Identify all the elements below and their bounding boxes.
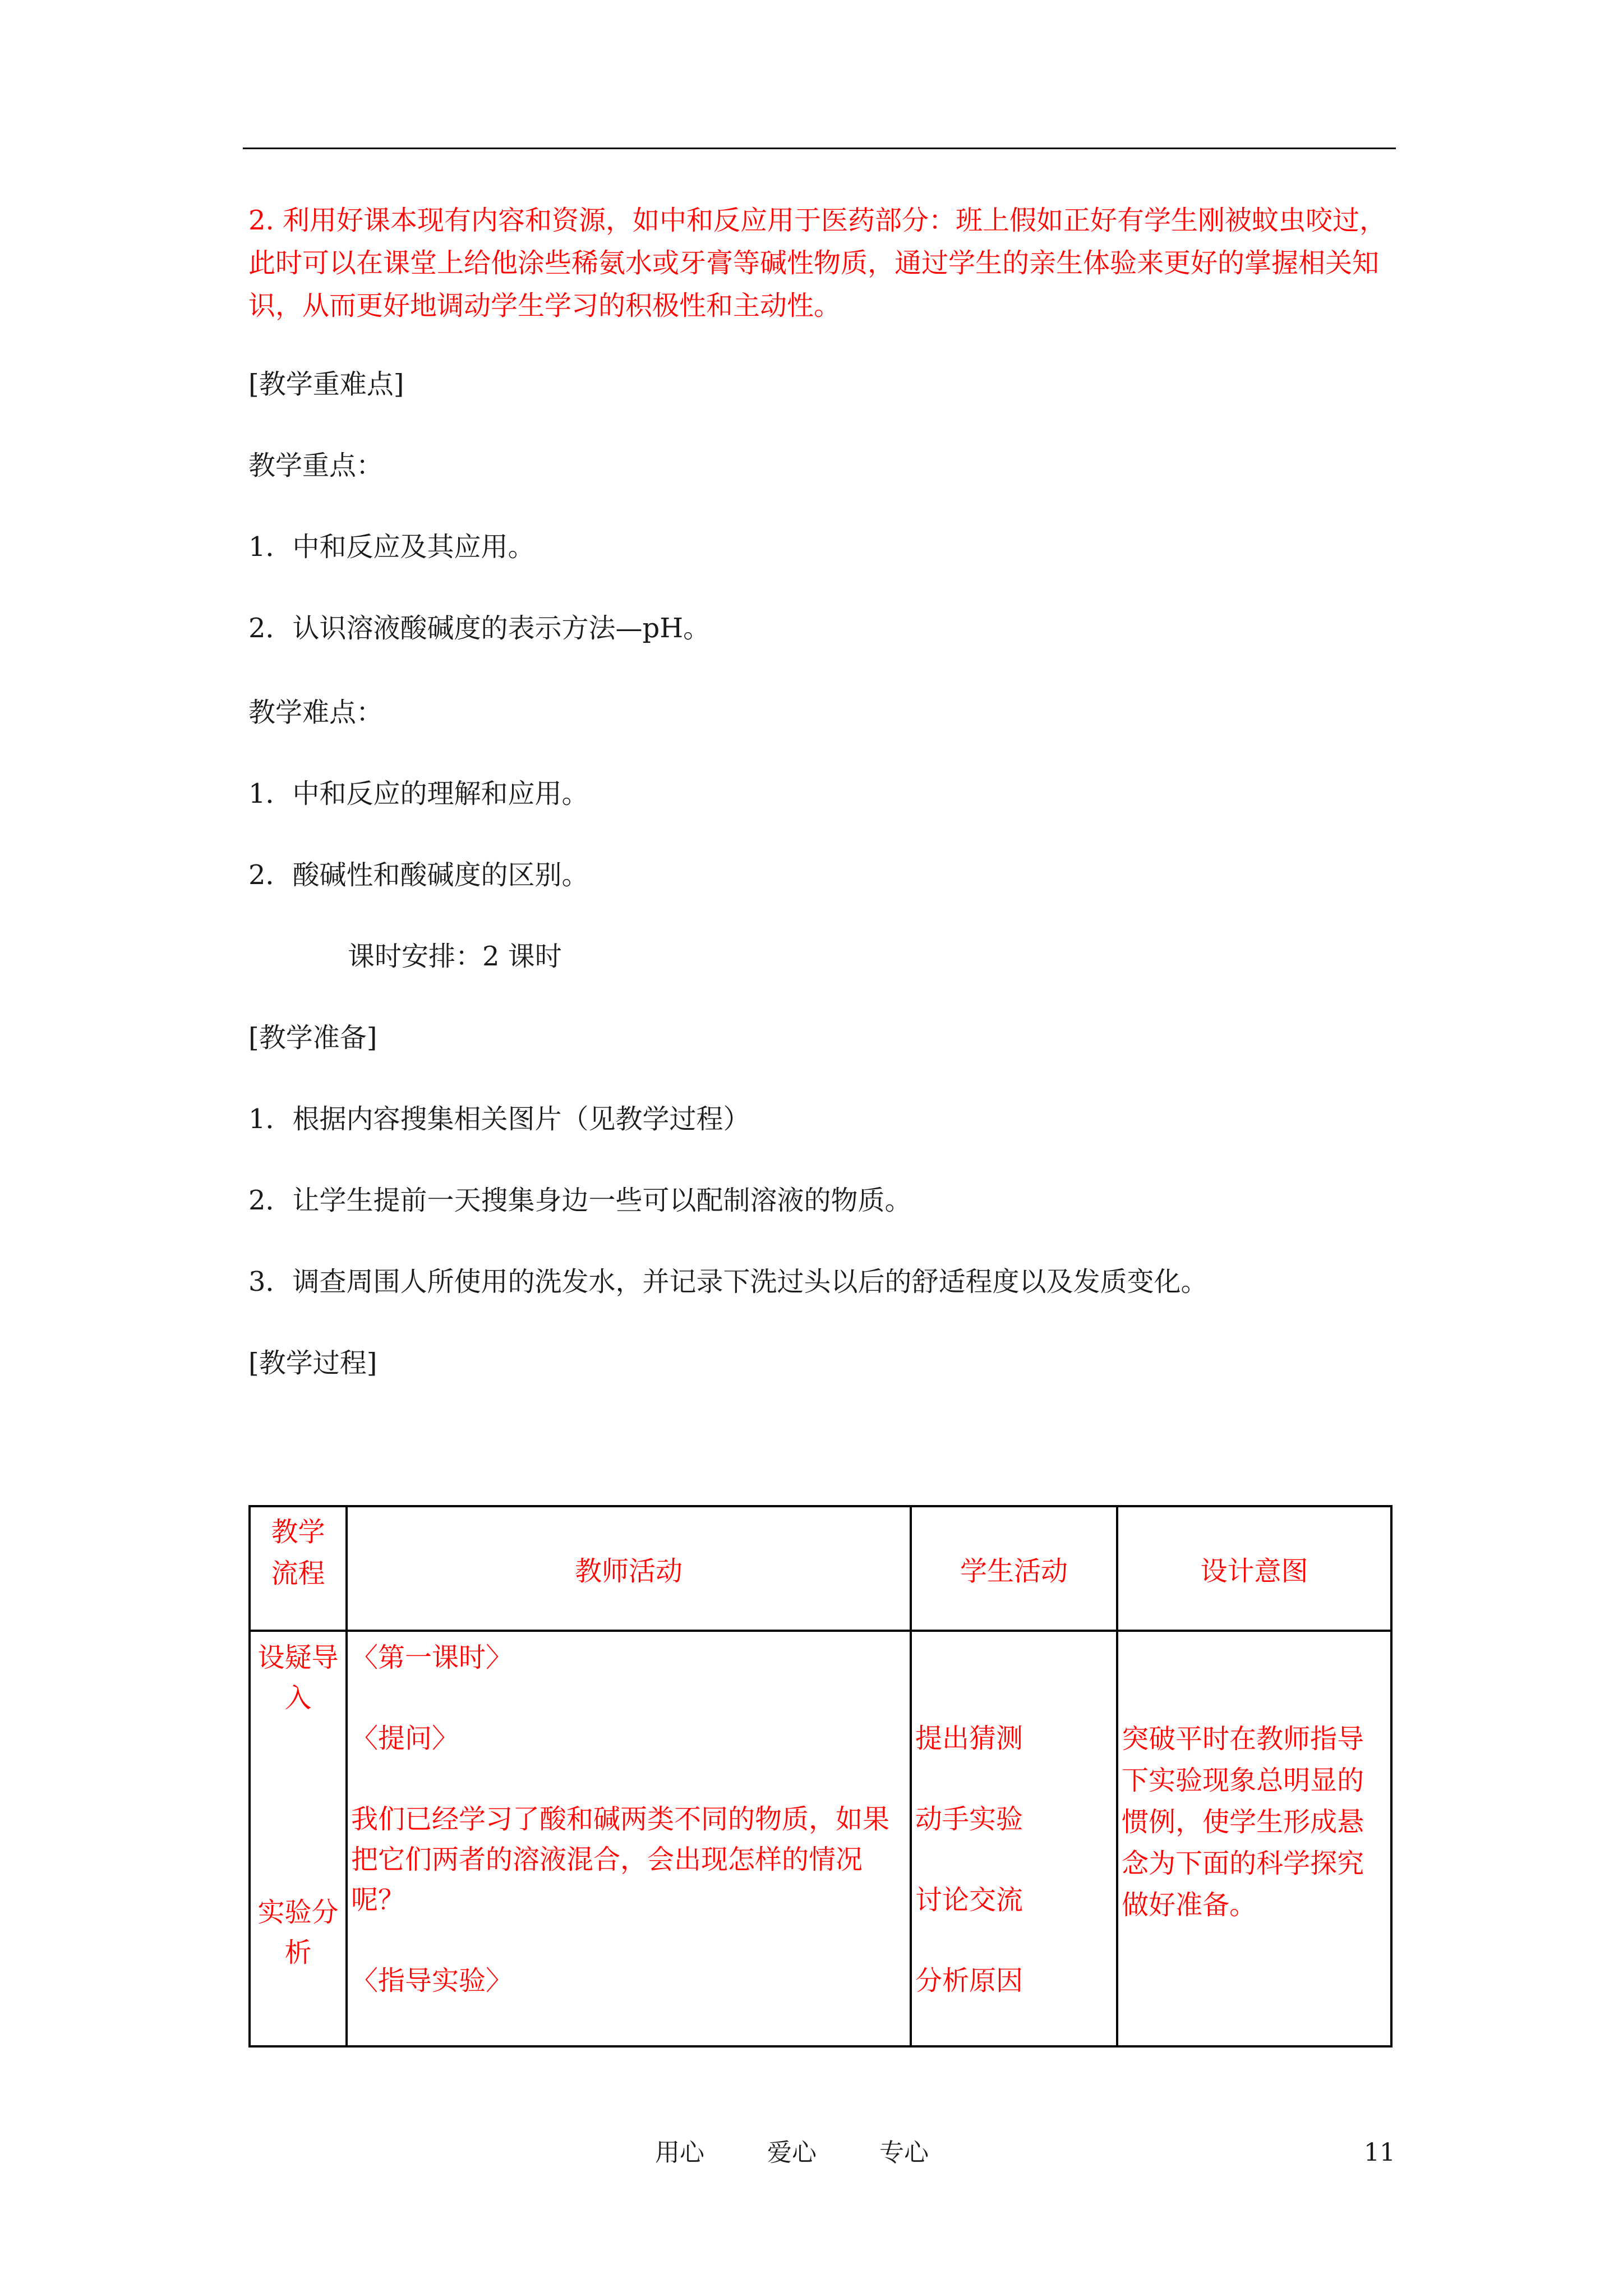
header-rule: [243, 148, 1396, 149]
flow-step-1: 设疑导入: [257, 1642, 339, 1714]
teacher-line-4: 〈指导实验〉: [351, 1965, 513, 1996]
table-header-row: [250, 1506, 1391, 1631]
teacher-line-2: 〈提问〉: [351, 1723, 459, 1754]
schedule: 课时安排：2 课时: [348, 941, 562, 972]
student-cell: [911, 1631, 1117, 2046]
process-table: [248, 1505, 1393, 2047]
footer-motto-1: 用心: [655, 2138, 704, 2167]
teacher-line-1: 〈第一课时〉: [351, 1642, 513, 1673]
header-teacher: 教师活动: [347, 1506, 911, 1631]
header-flow: [250, 1506, 347, 1631]
difficult-1: 1．中和反应的理解和应用。: [248, 778, 589, 809]
footer-motto-2: 爱心: [767, 2138, 817, 2167]
header-flow-line1: 教学: [271, 1516, 325, 1548]
header-intent: 设计意图: [1117, 1506, 1391, 1631]
flow-cell: [250, 1631, 347, 2046]
prep-item-2: 2．让学生提前一天搜集身边一些可以配制溶液的物质。: [248, 1185, 912, 1216]
difficult-label: 教学难点：: [248, 697, 384, 728]
page-number: 11: [1364, 2138, 1395, 2167]
key-point-1: 1．中和反应及其应用。: [248, 531, 535, 563]
difficult-2: 2．酸碱性和酸碱度的区别。: [248, 859, 589, 891]
header-flow-line2: 流程: [271, 1558, 325, 1589]
prep-heading: [教学准备]: [248, 1022, 377, 1053]
process-heading: [教学过程]: [248, 1347, 377, 1379]
intent-cell: [1117, 1631, 1391, 2046]
prep-item-1: 1．根据内容搜集相关图片（见教学过程）: [248, 1103, 750, 1135]
teacher-cell: [347, 1631, 911, 2046]
student-line-3: 讨论交流: [915, 1884, 1023, 1916]
teacher-line-3: 我们已经学习了酸和碱两类不同的物质，如果把它们两者的溶液混合，会出现怎样的情况呢？: [351, 1803, 890, 1916]
key-difficult-heading: [教学重难点]: [248, 369, 404, 400]
footer-motto-3: 专心: [879, 2138, 929, 2167]
prep-item-3: 3．调查周围人所使用的洗发水，并记录下洗过头以后的舒适程度以及发质变化。: [248, 1266, 1208, 1297]
header-student: 学生活动: [911, 1506, 1117, 1631]
table-row: [250, 1631, 1391, 2046]
student-line-1: 提出猜测: [915, 1723, 1023, 1754]
key-points-label: 教学重点：: [248, 450, 384, 481]
flow-step-2: 实验分析: [257, 1897, 339, 1968]
student-line-2: 动手实验: [915, 1803, 1023, 1835]
intro-paragraph: 2. 利用好课本现有内容和资源，如中和反应用于医药部分：班上假如正好有学生刚被蚊虫咬过，此时可以在课堂上给他涂些稀氨水或牙膏等碱性物质，通过学生的亲生体验来更好的掌握相关知识，从而更好地调动学生学习的积极性和主动性。: [248, 205, 1387, 321]
key-point-2: 2．认识溶液酸碱度的表示方法—pH。: [248, 613, 711, 644]
intent-text: 突破平时在教师指导下实验现象总明显的惯例，使学生形成悬念为下面的科学探究做好准备。: [1122, 1723, 1364, 1921]
student-line-4: 分析原因: [915, 1965, 1023, 1996]
